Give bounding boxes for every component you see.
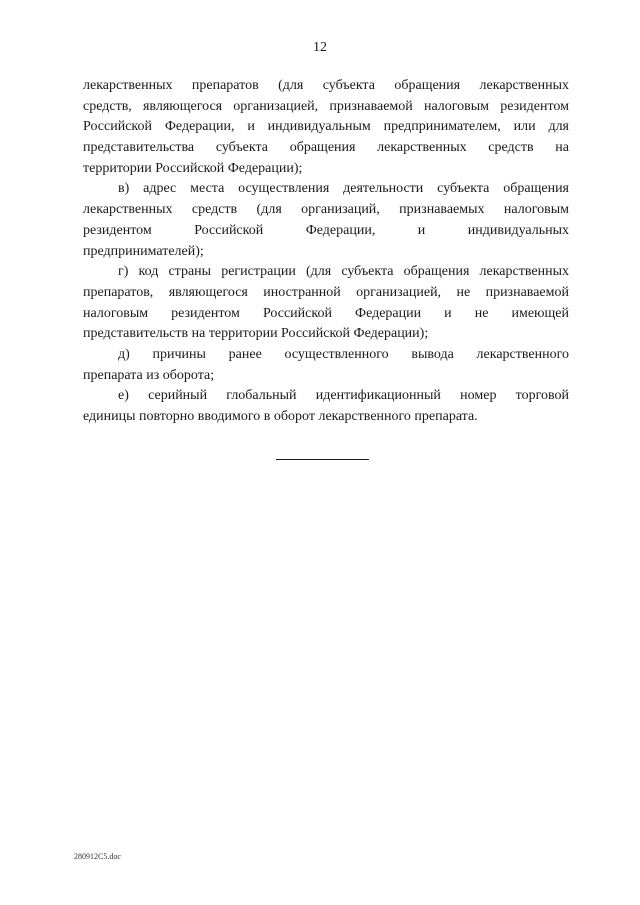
text-line: средств, являющегося организацией, признаваемой налоговым резидентом [83, 98, 569, 114]
text-line: представительств на территории Российской Федерации); [83, 326, 429, 342]
paragraph-e-first-line: е) серийный глобальный идентификационный номер торговой [118, 388, 569, 404]
page-number: 12 [313, 40, 327, 55]
paragraph-d-first-line: д) причины ранее осуществленного вывода лекарственного [118, 346, 569, 362]
text-line: предпринимателей); [83, 243, 204, 259]
text-line: резидентом Российской Федерации, и индивидуальных [83, 222, 569, 238]
text-line: лекарственных средств (для организаций, признаваемых налоговым [83, 202, 569, 218]
end-divider [276, 459, 369, 460]
text-line: единицы повторно вводимого в оборот лекарственного препарата. [83, 409, 478, 424]
paragraph-v-first-line: в) адрес места осуществления деятельности субъекта обращения [118, 181, 569, 197]
body-text [83, 76, 569, 428]
text-line: препаратов, являющегося иностранной организацией, не признаваемой [83, 284, 569, 300]
text-line: представительства субъекта обращения лекарственных средств на [83, 140, 569, 156]
text-line: Российской Федерации, и индивидуальным предпринимателем, или для [83, 119, 569, 135]
text-line: лекарственных препаратов (для субъекта обращения лекарственных [83, 78, 569, 93]
text-line: препарата из оборота; [83, 367, 215, 383]
text-line: территории Российской Федерации); [83, 160, 303, 176]
paragraph-g-first-line: г) код страны регистрации (для субъекта обращения лекарственных [118, 264, 569, 280]
footer-document-code: 280912C5.doc [74, 852, 121, 861]
text-line: налоговым резидентом Российской Федерации и не имеющей [83, 305, 569, 321]
